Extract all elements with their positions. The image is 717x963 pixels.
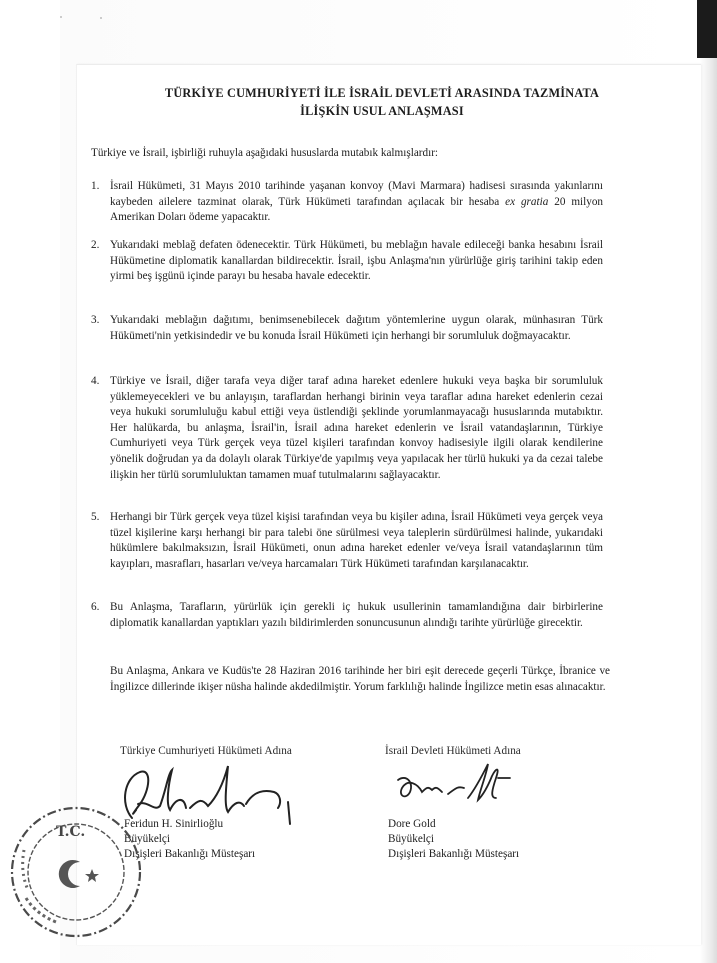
closing-paragraph: Bu Anlaşma, Ankara ve Kudüs'te 28 Haziran 2016 tarihinde her biri eşit derecede geçerli Türkçe, İbranice ve İngilizce dillerinde ikişer nüsha halinde akdedilmiştir. Yorum farklılığı halinde İngilizce metin esas alınacaktır. [110, 665, 610, 693]
article-number: 5. [91, 511, 100, 523]
article-number: 3. [91, 314, 100, 326]
article-text: Yukarıdaki meblağ defaten ödenecektir. Türk Hükümeti, bu meblağın havale edileceği banka hesabını İsrail Hükümetine diplomatik kanallardan bildirecektir. İsrail, işbu Anlaşma'nın yürürlüğe giriş tarihini takip eden yirmi beş işgünü içinde parayı bu hesaba havale edecektir. [110, 239, 603, 283]
signatory-right-details [388, 817, 519, 862]
intro-paragraph: Türkiye ve İsrail, işbirliği ruhuyla aşağıdaki hususlarda mutabık kalmışlardır: [91, 147, 439, 159]
title-line-1: TÜRKİYE CUMHURİYETİ İLE İSRAİL DEVLETİ ARASINDA TAZMİNATA [164, 86, 600, 100]
article-text: Bu Anlaşma, Tarafların, yürürlük için gerekli iç hukuk usullerinin tamamlandığına dair birbirlerine diplomatik kanallardan yaptıkları yazılı bildirimlerden sonuncusunun alındığı tarihte yürürlüğe girecektir. [110, 601, 603, 629]
signatory-right-name: Dore Gold [388, 818, 436, 830]
official-seal-stamp [6, 802, 146, 942]
signatory-left-role: Dışişleri Bakanlığı Müsteşarı [124, 848, 256, 860]
article-number: 6. [91, 601, 100, 613]
article-number: 4. [91, 375, 100, 387]
scan-dark-corner [697, 0, 717, 58]
signatory-right-role: Dışişleri Bakanlığı Müsteşarı [388, 848, 520, 860]
article-text: Yukarıdaki meblağın dağıtımı, benimsenebilecek dağıtım yöntemlerine uygun olarak, münhasıran Türk Hükümeti'nin yetkisindedir ve bu konuda İsrail Hükümeti için herhangi bir sorumluluk doğmayacaktır. [110, 314, 603, 342]
signatory-left-heading: Türkiye Cumhuriyeti Hükümeti Adına [120, 745, 292, 757]
signatory-right-heading: İsrail Devleti Hükümeti Adına [385, 745, 521, 757]
scan-speck [100, 17, 102, 19]
signatory-right-rank: Büyükelçi [388, 833, 434, 845]
signature-right [392, 758, 522, 818]
article-text: İsrail Hükümeti, 31 Mayıs 2010 tarihinde yaşanan konvoy (Mavi Marmara) hadisesi sırasında yakınlarını kaybeden ailelere tazminat olarak, Türk Hükümeti tarafından açılacak bir hesaba ex gratia 20 milyon Amerikan Doları ödeme yapacaktır. [110, 180, 604, 224]
signatory-left-name: Feridun H. Sinirlioğlu [124, 818, 224, 830]
article-number: 1. [91, 180, 100, 192]
title-line-2: İLİŞKİN USUL ANLAŞMASI [300, 104, 464, 118]
emphasis-latin-term: ex gratia [505, 195, 549, 208]
article-number: 2. [91, 239, 100, 251]
scan-speck [60, 16, 62, 18]
article-text: Herhangi bir Türk gerçek veya tüzel kişisi tarafından veya bu kişiler adına, İsrail Hükümeti veya gerçek veya tüzel kişilerine karşı herhangi bir para talebi öne sürülmesi veya taleplerin sürdürülmesi halinde, yukarıdaki hükümlere bakılmaksızın, İsrail Hükümeti, onun adına hareket edenler ve/veya İsrail vatandaşlarının tüm kayıpları, masrafları, hasarları ve/veya harcamaları Türk Hükümeti tarafından karşılanacaktır. [110, 511, 603, 570]
article-text: Türkiye ve İsrail, diğer tarafa veya diğer taraf adına hareket edenlere hukuki veya başka bir sorumluluk yüklemeyecekleri ve bu anlayışın, taraflardan herhangi birinin veya taraflar adına hareket edenlerin cezai veya hukuki sorumluluğu kabul ettiği veya üstlendiği şeklinde yorumlanmayacağı hususlarında mutabıktır. Her halükarda, bu anlaşma, İsrail'in, İsrail adına hareket edenlerin ve İsrail vatandaşlarının, Türkiye Cumhuriyeti veya Türk gerçek veya tüzel kişileri tarafından konvoy hadisesiyle ilgili olarak kendilerine yönelik doğrudan ya da dolaylı olarak Türkiye'de yapılmış veya yapılacak her türlü hukuki ya da cezai talebe ilişkin her türlü sorumluluktan tamamen muaf tutulmalarını sağlayacaktır. [110, 375, 603, 481]
document-title [84, 84, 680, 120]
signatory-left-rank: Büyükelçi [124, 833, 170, 845]
stamp-text: T.C. [56, 824, 86, 840]
